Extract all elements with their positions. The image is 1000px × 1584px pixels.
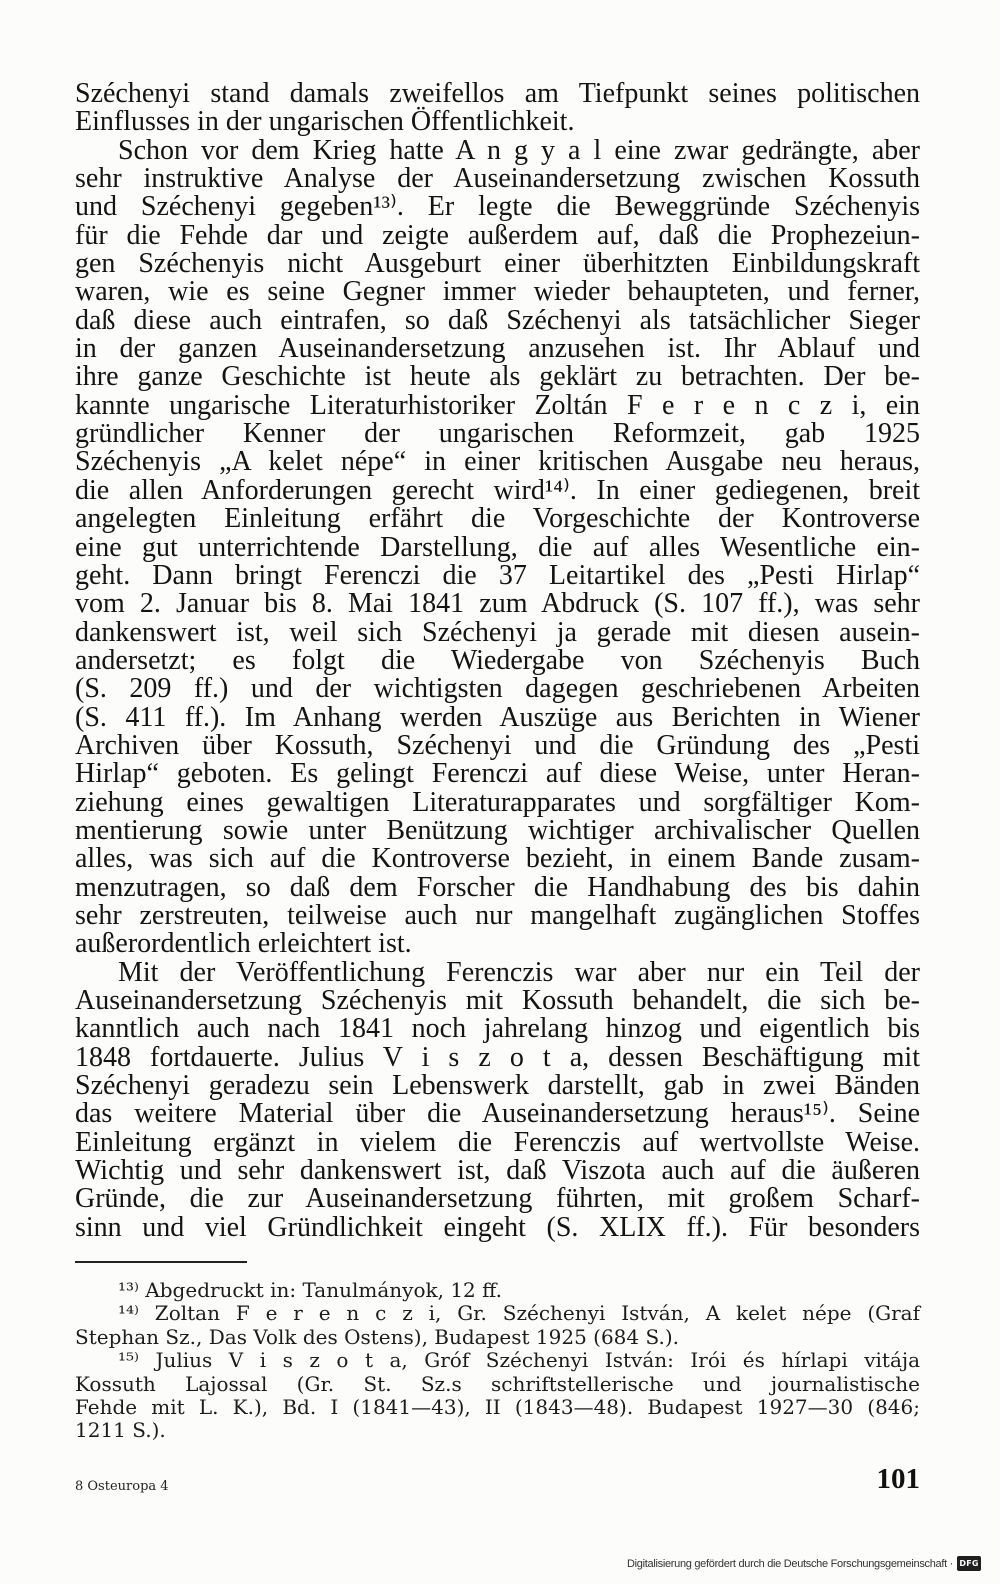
body-line: waren, wie es seine Gegner immer wieder behaupteten, und ferner,	[75, 276, 920, 308]
body-line: kannte ungarische Literaturhistoriker Zoltán F e r e n c z i, ein	[75, 389, 920, 421]
body-line: Gründe, die zur Auseinandersetzung führten, mit großem Scharf-	[75, 1183, 920, 1215]
body-line: vom 2. Januar bis 8. Mai 1841 zum Abdruck (S. 107 ff.), was sehr	[75, 588, 920, 620]
body-line: (S. 209 ff.) und der wichtigsten dagegen geschriebenen Arbeiten	[75, 673, 920, 705]
body-line: Széchenyi geradezu sein Lebenswerk darstellt, gab in zwei Bänden	[75, 1070, 920, 1102]
body-line: Széchenyis „A kelet népe“ in einer kritischen Ausgabe neu heraus,	[75, 446, 920, 478]
digitization-credit: Digitalisierung gefördert durch die Deutsche Forschungsgemeinschaft ·	[627, 1558, 953, 1570]
body-line: Einleitung ergänzt in vielem die Ferenczis auf wertvollste Weise.	[75, 1126, 920, 1158]
body-line: geht. Dann bringt Ferenczi die 37 Leitartikel des „Pesti Hirlap“	[75, 559, 920, 591]
footnote-13	[75, 1279, 920, 1302]
paragraph	[75, 80, 920, 137]
footnote-line: Kossuth Lajossal (Gr. St. Sz.s schriftstellerische und journalistische	[75, 1371, 920, 1396]
body-line: außerordentlich erleichtert ist.	[75, 928, 412, 960]
body-line: andersetzt; es folgt die Wiedergabe von Széchenyis Buch	[75, 644, 920, 676]
body-line: mentierung sowie unter Benützung wichtiger archivalischer Quellen	[75, 814, 920, 846]
body-line: sehr instruktive Analyse der Auseinandersetzung zwischen Kossuth	[75, 163, 920, 195]
body-line: menzutragen, so daß dem Forscher die Handhabung des bis dahin	[75, 871, 920, 903]
footnote-line: ¹⁵⁾ Julius V i s z o t a, Gróf Széchenyi István: Irói és hírlapi vitája	[118, 1348, 920, 1373]
footnote-line: Stephan Sz., Das Volk des Ostens), Budapest 1925 (684 S.).	[75, 1324, 679, 1349]
body-line: Mit der Veröffentlichung Ferenczis war aber nur ein Teil der	[118, 956, 920, 988]
body-line: 1848 fortdauerte. Julius V i s z o t a, dessen Beschäftigung mit	[75, 1041, 920, 1073]
body-line: Széchenyi stand damals zweifellos am Tiefpunkt seines politischen	[75, 78, 920, 109]
body-line: (S. 411 ff.). Im Anhang werden Auszüge aus Berichten in Wiener	[75, 701, 920, 733]
dfg-logo-icon: DFG	[957, 1556, 981, 1571]
footnote-15	[75, 1349, 920, 1443]
body-line: gründlicher Kenner der ungarischen Reformzeit, gab 1925	[75, 418, 920, 450]
paragraph	[75, 956, 920, 1243]
body-line: die allen Anforderungen gerecht wird¹⁴⁾. In einer gediegenen, breit	[75, 474, 920, 506]
body-line: daß diese auch eintrafen, so daß Széchenyi als tatsächlicher Sieger	[75, 304, 920, 336]
body-line: ziehung eines gewaltigen Literaturapparates und sorgfältiger Kom-	[75, 786, 920, 818]
body-line: Schon vor dem Krieg hatte A n g y a l eine zwar gedrängte, aber	[118, 134, 920, 166]
body-line: angelegten Einleitung erfährt die Vorgeschichte der Kontroverse	[75, 503, 920, 535]
body-line: dankenswert ist, weil sich Széchenyi ja gerade mit diesen ausein-	[75, 616, 920, 648]
footnote-14	[75, 1302, 920, 1349]
body-text	[75, 80, 920, 1242]
body-line: sehr zerstreuten, teilweise auch nur mangelhaft zugänglichen Stoffes	[75, 899, 920, 931]
footnote-line: ¹³⁾ Abgedruckt in: Tanulmányok, 12 ff.	[118, 1278, 502, 1302]
footnotes	[75, 1279, 920, 1443]
body-line: Archiven über Kossuth, Széchenyi und die Gründung des „Pesti	[75, 729, 920, 761]
body-line: Hirlap“ geboten. Es gelingt Ferenczi auf diese Weise, unter Heran-	[75, 758, 920, 790]
footnote-separator	[75, 1261, 247, 1263]
body-line: Wichtig und sehr dankenswert ist, daß Viszota auch auf die äußeren	[75, 1155, 920, 1187]
body-line: sinn und viel Gründlichkeit eingeht (S. XLIX ff.). Für besonders	[75, 1211, 920, 1243]
page-number: 101	[876, 1463, 920, 1495]
footnote-line: 1211 S.).	[75, 1418, 166, 1443]
body-line: das weitere Material über die Auseinandersetzung heraus¹⁵⁾. Seine	[75, 1098, 920, 1130]
body-line: gen Széchenyis nicht Ausgeburt einer überhitzten Einbildungskraft	[75, 248, 920, 280]
printer-signature: 8 Osteuropa 4	[75, 1479, 169, 1494]
body-line: ihre ganze Geschichte ist heute als geklärt zu betrachten. Der be-	[75, 361, 920, 393]
footnote-line: Fehde mit L. K.), Bd. I (1841—43), II (1843—48). Budapest 1927—30 (846;	[75, 1394, 920, 1419]
body-line: kanntlich auch nach 1841 noch jahrelang hinzog und eigentlich bis	[75, 1013, 920, 1045]
body-line: Einflusses in der ungarischen Öffentlichkeit.	[75, 106, 575, 138]
body-line: für die Fehde dar und zeigte außerdem auf, daß die Prophezeiun-	[75, 219, 920, 251]
footnote-line: ¹⁴⁾ Zoltan F e r e n c z i, Gr. Széchenyi István, A kelet népe (Graf	[118, 1301, 920, 1326]
body-line: alles, was sich auf die Kontroverse bezieht, in einem Bande zusam-	[75, 843, 920, 875]
body-line: und Széchenyi gegeben¹³⁾. Er legte die Beweggründe Széchenyis	[75, 191, 920, 223]
body-line: eine gut unterrichtende Darstellung, die auf alles Wesentliche ein-	[75, 531, 920, 563]
body-line: in der ganzen Auseinandersetzung anzusehen ist. Ihr Ablauf und	[75, 333, 920, 365]
body-line: Auseinandersetzung Széchenyis mit Kossuth behandelt, die sich be-	[75, 985, 920, 1016]
paragraph	[75, 134, 920, 960]
